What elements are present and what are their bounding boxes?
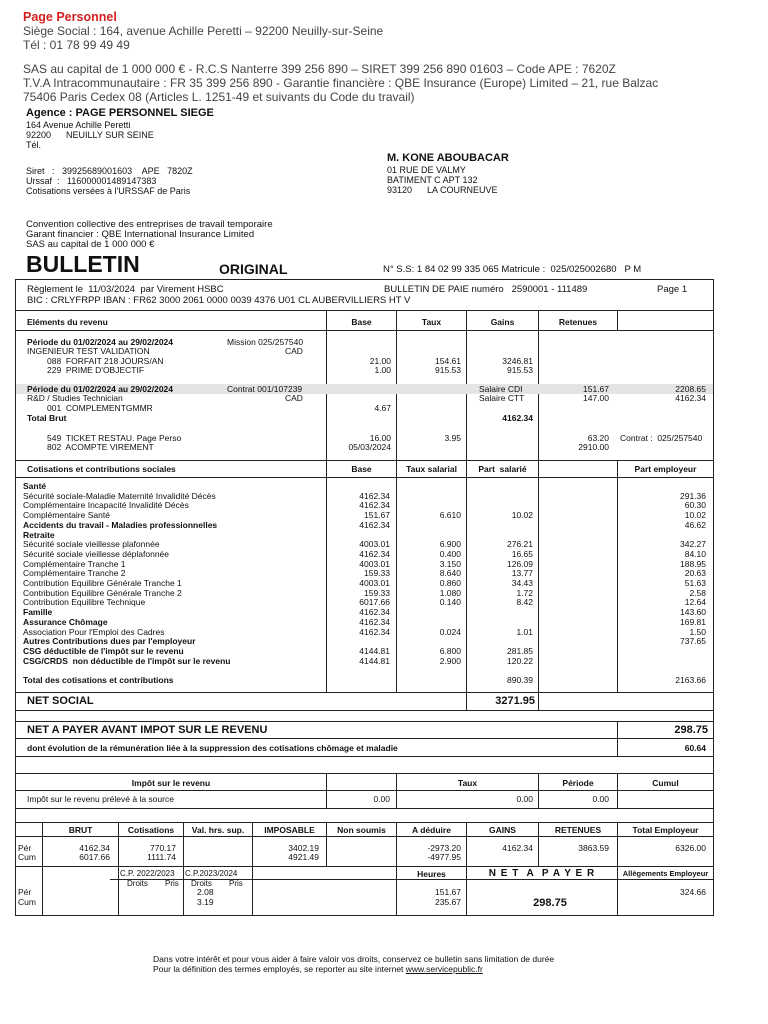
revenu-line-gain: 3246.81 <box>502 356 533 366</box>
cotisation-part-salarie: 13.77 <box>511 568 533 579</box>
cp2-droits-cum: 3.19 <box>197 897 214 907</box>
total-cotisations-employeur: 2163.66 <box>675 675 706 685</box>
cotisation-label: CSG/CRDS non déductible de l'impôt sur le revenu <box>23 655 231 666</box>
periode-1-mission: Mission 025/257540 <box>227 337 304 347</box>
cp-2023-2024: C.P.2023/2024 <box>185 869 238 878</box>
cotisation-taux: 3.150 <box>439 558 461 569</box>
cotisation-label: Autres Contributions dues par l'employeur <box>23 636 196 647</box>
footer-line-2 <box>153 964 483 974</box>
impot-preleve-label: Impôt sur le revenu prélevé à la source <box>27 794 174 804</box>
cotisation-part-salarie: 16.65 <box>511 548 533 559</box>
bulletin-numero: BULLETIN DE PAIE numéro 2590001 - 111489 <box>384 284 588 295</box>
recap-retenues-per: 3863.59 <box>578 843 609 853</box>
salarie-addr-3: 93120 LA COURNEUVE <box>387 185 498 195</box>
cotisation-part-salarie: 10.02 <box>511 510 533 521</box>
impot-taux: 0.00 <box>516 794 533 804</box>
recap-cotis-cum: 1111.74 <box>147 852 176 862</box>
cotisation-part-employeur: 2.58 <box>689 587 706 598</box>
cotisation-part-salarie: 1.01 <box>516 626 533 637</box>
cotisation-part-salarie: 1.72 <box>516 587 533 598</box>
salaire-ctt-label: Salaire CTT <box>479 393 525 403</box>
cotisation-base: 4144.81 <box>359 655 390 666</box>
revenu-line-label: 088 FORFAIT 218 JOURS/AN <box>47 356 164 366</box>
recap-deduire-per: -2973.20 <box>427 843 461 853</box>
cotisation-base: 4003.01 <box>359 558 390 569</box>
recap-imposable-cum: 4921.49 <box>288 852 319 862</box>
cotisation-part-salarie: 276.21 <box>507 539 533 550</box>
convention-line-1: Convention collective des entreprises de travail temporaire <box>26 219 273 230</box>
cotisation-taux: 6.610 <box>439 510 461 521</box>
cotisation-part-employeur: 342.27 <box>680 539 706 550</box>
cotisation-label: Contribution Equilibre Technique <box>23 597 146 608</box>
cotisation-label: Complémentaire Tranche 2 <box>23 568 126 579</box>
periode-1-label: Période du 01/02/2024 au 29/02/2024 <box>27 337 174 347</box>
net-a-payer-value: 298.75 <box>533 897 567 909</box>
net-avant-impot-value: 298.75 <box>674 724 708 736</box>
cotisation-base: 4162.34 <box>359 519 390 530</box>
col-gains-recap: GAINS <box>489 825 516 835</box>
net-social-label: NET SOCIAL <box>27 695 94 707</box>
cotisation-base: 151.67 <box>364 510 390 521</box>
cotisation-taux: 6.800 <box>439 645 461 656</box>
total-brut-value: 4162.34 <box>502 413 533 423</box>
net-avant-impot-label: NET A PAYER AVANT IMPOT SUR LE REVENU <box>27 724 268 736</box>
cotisation-base: 4162.34 <box>359 500 390 511</box>
cotisation-base: 159.33 <box>364 568 390 579</box>
heures-cum: 235.67 <box>435 897 461 907</box>
col-impot-periode: Période <box>562 778 594 788</box>
salarie-addr-1: 01 RUE DE VALMY <box>387 165 466 175</box>
agence-title: Agence : PAGE PERSONNEL SIEGE <box>26 107 214 119</box>
periode-2-poste: R&D / Studies Technician <box>27 393 123 403</box>
cotisation-part-employeur: 20.63 <box>684 568 706 579</box>
col-heures: Heures <box>417 869 446 879</box>
company-legal-3: 75406 Paris Cedex 08 (Articles L. 1251-49 et suivants du Code du travail) <box>23 90 415 104</box>
cotisation-label: Complémentaire Tranche 1 <box>23 558 126 569</box>
cotisation-base: 4162.34 <box>359 490 390 501</box>
net-social-value: 3271.95 <box>495 695 535 707</box>
cotisation-base: 4162.34 <box>359 616 390 627</box>
agence-siret: Siret : 39925689001603 APE 7820Z <box>26 166 193 176</box>
bulletin-ss-matricule: N° S.S: 1 84 02 99 335 065 Matricule : 025/025002680 P M <box>383 264 642 275</box>
agence-urssaf: Urssaf : 116000001489147383 <box>26 176 157 186</box>
cp-2022-2023: C.P. 2022/2023 <box>120 869 175 878</box>
servicepublic-link[interactable]: www.servicepublic.fr <box>405 964 483 974</box>
col-total-employeur: Total Employeur <box>632 825 699 835</box>
cotisation-part-employeur: 60.30 <box>684 500 706 511</box>
col-cotis-base: Base <box>351 464 372 474</box>
recap-imposable-per: 3402.19 <box>288 843 319 853</box>
salaire-ctt-heures: 147.00 <box>583 393 609 403</box>
cotisation-part-employeur: 143.60 <box>680 607 706 618</box>
cotisation-label: Retraite <box>23 529 55 540</box>
revenu-line-base: 21.00 <box>369 356 391 366</box>
cotisation-part-employeur: 188.95 <box>680 558 706 569</box>
revenu-line-label: 549 TICKET RESTAU. Page Perso <box>47 433 182 443</box>
convention-line-2: Garant financier : QBE International Insurance Limited <box>26 229 255 240</box>
recap-cum-label: Cum <box>18 852 36 862</box>
periode-1-cad: CAD <box>285 346 303 356</box>
cotisation-part-employeur: 51.63 <box>684 578 706 588</box>
bulletin-original: ORIGINAL <box>219 261 288 277</box>
cotisation-part-employeur: 169.81 <box>680 616 706 627</box>
cotisation-part-employeur: 291.36 <box>680 490 706 501</box>
col-retenues: Retenues <box>558 317 598 327</box>
revenu-line-retenue: 2910.00 <box>578 442 609 452</box>
cotisation-part-employeur: 10.02 <box>684 510 706 521</box>
recap-employeur-per: 6326.00 <box>675 843 706 853</box>
cotisation-part-employeur: 84.10 <box>684 548 706 559</box>
cotisation-base: 4003.01 <box>359 539 390 550</box>
evolution-label: dont évolution de la rémunération liée à la suppression des cotisations chômage et maladie <box>27 743 398 753</box>
cotisation-taux: 0.400 <box>439 548 461 559</box>
cotisation-label: Contribution Equilibre Générale Tranche 2 <box>23 587 182 598</box>
impot-periode: 0.00 <box>592 794 609 804</box>
revenu-line-label: 229 PRIME D'OBJECTIF <box>47 365 145 375</box>
salaire-cdi-label: Salaire CDI <box>479 384 523 394</box>
company-tel: Tél : 01 78 99 49 49 <box>23 38 130 52</box>
convention-line-3: SAS au capital de 1 000 000 € <box>26 239 155 250</box>
cotisation-label: Sécurité sociale-Maladie Maternité Invalidité Décès <box>23 490 216 501</box>
revenu-line-base: 1.00 <box>374 365 391 375</box>
col-retenues-recap: RETENUES <box>554 825 602 835</box>
heures-per: 151.67 <box>435 887 461 897</box>
col-impot-revenu: Impôt sur le revenu <box>131 778 211 788</box>
revenu-line-taux: 154.61 <box>435 356 461 366</box>
revenu-line-base: 4.67 <box>374 403 391 413</box>
footer-text: Pour la définition des termes employés, se reporter au site internet <box>153 964 406 974</box>
ticket-contrat: Contrat : 025/257540 <box>620 433 703 443</box>
revenu-line-taux: 915.53 <box>435 365 461 375</box>
salarie-addr-2: BATIMENT C APT 132 <box>387 175 478 185</box>
cotisation-base: 4144.81 <box>359 645 390 656</box>
revenu-line-label: 802 ACOMPTE VIREMENT <box>47 442 154 452</box>
total-brut-label: Total Brut <box>27 413 67 423</box>
cp2-pris: Pris <box>229 879 243 888</box>
cotisation-label: Santé <box>23 481 47 491</box>
cotisation-base: 6017.66 <box>359 597 390 608</box>
recap-deduire-cum: -4977.95 <box>427 852 461 862</box>
cotisation-label: Assurance Chômage <box>23 616 108 627</box>
col-base: Base <box>351 317 372 327</box>
recap-brut-per: 4162.34 <box>79 843 110 853</box>
col-impot-cumul: Cumul <box>652 778 679 788</box>
cotisation-part-employeur: 737.65 <box>680 636 706 647</box>
company-name: Page Personnel <box>23 10 117 24</box>
salaire-cdi-montant: 2208.65 <box>675 384 706 394</box>
col-taux-salarial: Taux salarial <box>406 464 457 474</box>
agence-addr-2: 92200 NEUILLY SUR SEINE <box>26 130 154 140</box>
impot-base: 0.00 <box>373 794 390 804</box>
cotisation-label: Sécurité sociale vieillesse plafonnée <box>23 539 160 550</box>
footer-line-1: Dans votre intérêt et pour vous aider à faire valoir vos droits, conservez ce bulletin sans limitation de durée <box>153 954 555 964</box>
col-cotisations: Cotisations et contributions sociales <box>27 464 176 474</box>
page-number: Page 1 <box>657 284 688 295</box>
company-legal-1: SAS au capital de 1 000 000 € - R.C.S Nanterre 399 256 890 – SIRET 399 256 890 01603 – Code APE : 7620Z <box>23 62 616 76</box>
cotisation-taux: 1.080 <box>439 587 461 598</box>
cp2-droits: Droits <box>191 879 212 888</box>
revenu-line-base: 16.00 <box>369 433 391 443</box>
periode-2-cad: CAD <box>285 393 303 403</box>
total-cotisations-label: Total des cotisations et contributions <box>23 675 174 685</box>
revenu-line-taux: 3.95 <box>444 433 461 443</box>
cotisation-part-salarie: 8.42 <box>516 597 533 608</box>
reglement-info: Règlement le 11/03/2024 par Virement HSBC <box>27 284 224 295</box>
cp2-droits-per: 2.08 <box>197 887 214 897</box>
cotisation-label: Association Pour l'Emploi des Cadres <box>23 626 165 637</box>
bulletin-title: BULLETIN <box>26 251 140 277</box>
agence-tel: Tél. <box>26 140 42 150</box>
cotisation-part-employeur: 46.62 <box>684 519 706 530</box>
revenu-line-retenue: 63.20 <box>587 433 609 443</box>
cotisation-part-salarie: 126.09 <box>507 558 533 569</box>
total-cotisations-salarie: 890.39 <box>507 675 533 685</box>
recap-brut-cum: 6017.66 <box>79 852 110 862</box>
cotisation-part-salarie: 281.85 <box>507 645 533 656</box>
cotisation-label: Famille <box>23 607 53 618</box>
cotisation-base: 4162.34 <box>359 626 390 637</box>
cotisation-base: 159.33 <box>364 587 390 598</box>
col-taux: Taux <box>421 317 442 327</box>
cp1-pris: Pris <box>165 879 179 888</box>
col-gains: Gains <box>490 317 515 327</box>
recap-gains-per: 4162.34 <box>502 843 533 853</box>
col-impot-taux: Taux <box>457 778 478 788</box>
conges-cum-label: Cum <box>18 897 36 907</box>
periode-1-poste: INGENIEUR TEST VALIDATION <box>27 346 150 356</box>
salaire-ctt-montant: 4162.34 <box>675 393 706 403</box>
allegements-value: 324.66 <box>680 887 706 897</box>
revenu-line-gain: 915.53 <box>507 365 533 375</box>
col-non-soumis: Non soumis <box>337 825 386 835</box>
cotisation-taux: 0.860 <box>439 578 461 588</box>
col-part-employeur: Part employeur <box>634 464 697 474</box>
col-allegements: Allègements Employeur <box>622 869 709 878</box>
agence-cotisations: Cotisations versées à l'URSSAF de Paris <box>26 186 191 196</box>
cotisation-label: CSG déductible de l'impôt sur le revenu <box>23 645 184 656</box>
cotisation-part-employeur: 12.64 <box>684 597 706 608</box>
cp1-droits: Droits <box>127 879 148 888</box>
cotisation-part-salarie: 34.43 <box>511 578 533 588</box>
cotisation-base: 4162.34 <box>359 607 390 618</box>
conges-per-label: Pér <box>18 887 32 897</box>
cotisation-part-salarie: 120.22 <box>507 655 533 666</box>
col-elements-revenu: Eléments du revenu <box>27 317 108 327</box>
cotisation-taux: 0.140 <box>439 597 461 608</box>
evolution-value: 60.64 <box>684 743 706 753</box>
bic-iban: BIC : CRLYFRPP IBAN : FR62 3000 2061 0000 0039 4376 U01 CL AUBERVILLIERS HT V <box>27 295 411 306</box>
col-part-salarie: Part salarié <box>478 464 527 474</box>
cotisation-taux: 0.024 <box>439 626 461 637</box>
revenu-line-date: 05/03/2024 <box>348 442 391 452</box>
cotisation-label: Accidents du travail - Maladies professionnelles <box>23 519 218 530</box>
periode-2-label: Période du 01/02/2024 au 29/02/2024 <box>27 384 174 394</box>
net-a-payer-label: N E T A P A Y E R <box>488 868 596 879</box>
company-siege: Siège Social : 164, avenue Achille Peretti – 92200 Neuilly-sur-Seine <box>23 24 384 38</box>
cotisation-base: 4003.01 <box>359 578 390 588</box>
recap-cotis-per: 770.17 <box>150 843 176 853</box>
cotisation-taux: 8.640 <box>439 568 461 579</box>
cotisation-label: Sécurité sociale vieillesse déplafonnée <box>23 548 170 559</box>
company-legal-2: T.V.A Intracommunautaire : FR 35 399 256 890 - Garantie financière : QBE Insurance (Europe) Limited – 21, rue Balzac <box>23 76 659 90</box>
cotisation-base: 4162.34 <box>359 548 390 559</box>
col-a-deduire: A déduire <box>412 825 451 835</box>
cotisation-part-employeur: 1.50 <box>689 626 706 637</box>
cotisation-label: Complémentaire Santé <box>23 510 110 521</box>
agence-addr-1: 164 Avenue Achille Peretti <box>26 120 131 130</box>
cotisation-taux: 2.900 <box>439 655 461 666</box>
col-imposable: IMPOSABLE <box>264 825 315 835</box>
cotisation-label: Complémentaire Incapacité Invalidité Décès <box>23 500 189 511</box>
salaire-cdi-heures: 151.67 <box>583 384 609 394</box>
periode-2-contrat: Contrat 001/107239 <box>227 384 303 394</box>
salarie-name: M. KONE ABOUBACAR <box>387 152 509 164</box>
cotisation-label: Contribution Equilibre Générale Tranche 1 <box>23 578 182 588</box>
recap-per-label: Pér <box>18 843 32 853</box>
col-cotisations-recap: Cotisations <box>127 825 175 835</box>
cotisation-taux: 6.900 <box>439 539 461 550</box>
col-val-hrs-sup: Val. hrs. sup. <box>191 825 245 835</box>
revenu-line-label: 001 COMPLEMENTGMMR <box>47 403 153 413</box>
col-brut: BRUT <box>68 825 93 835</box>
